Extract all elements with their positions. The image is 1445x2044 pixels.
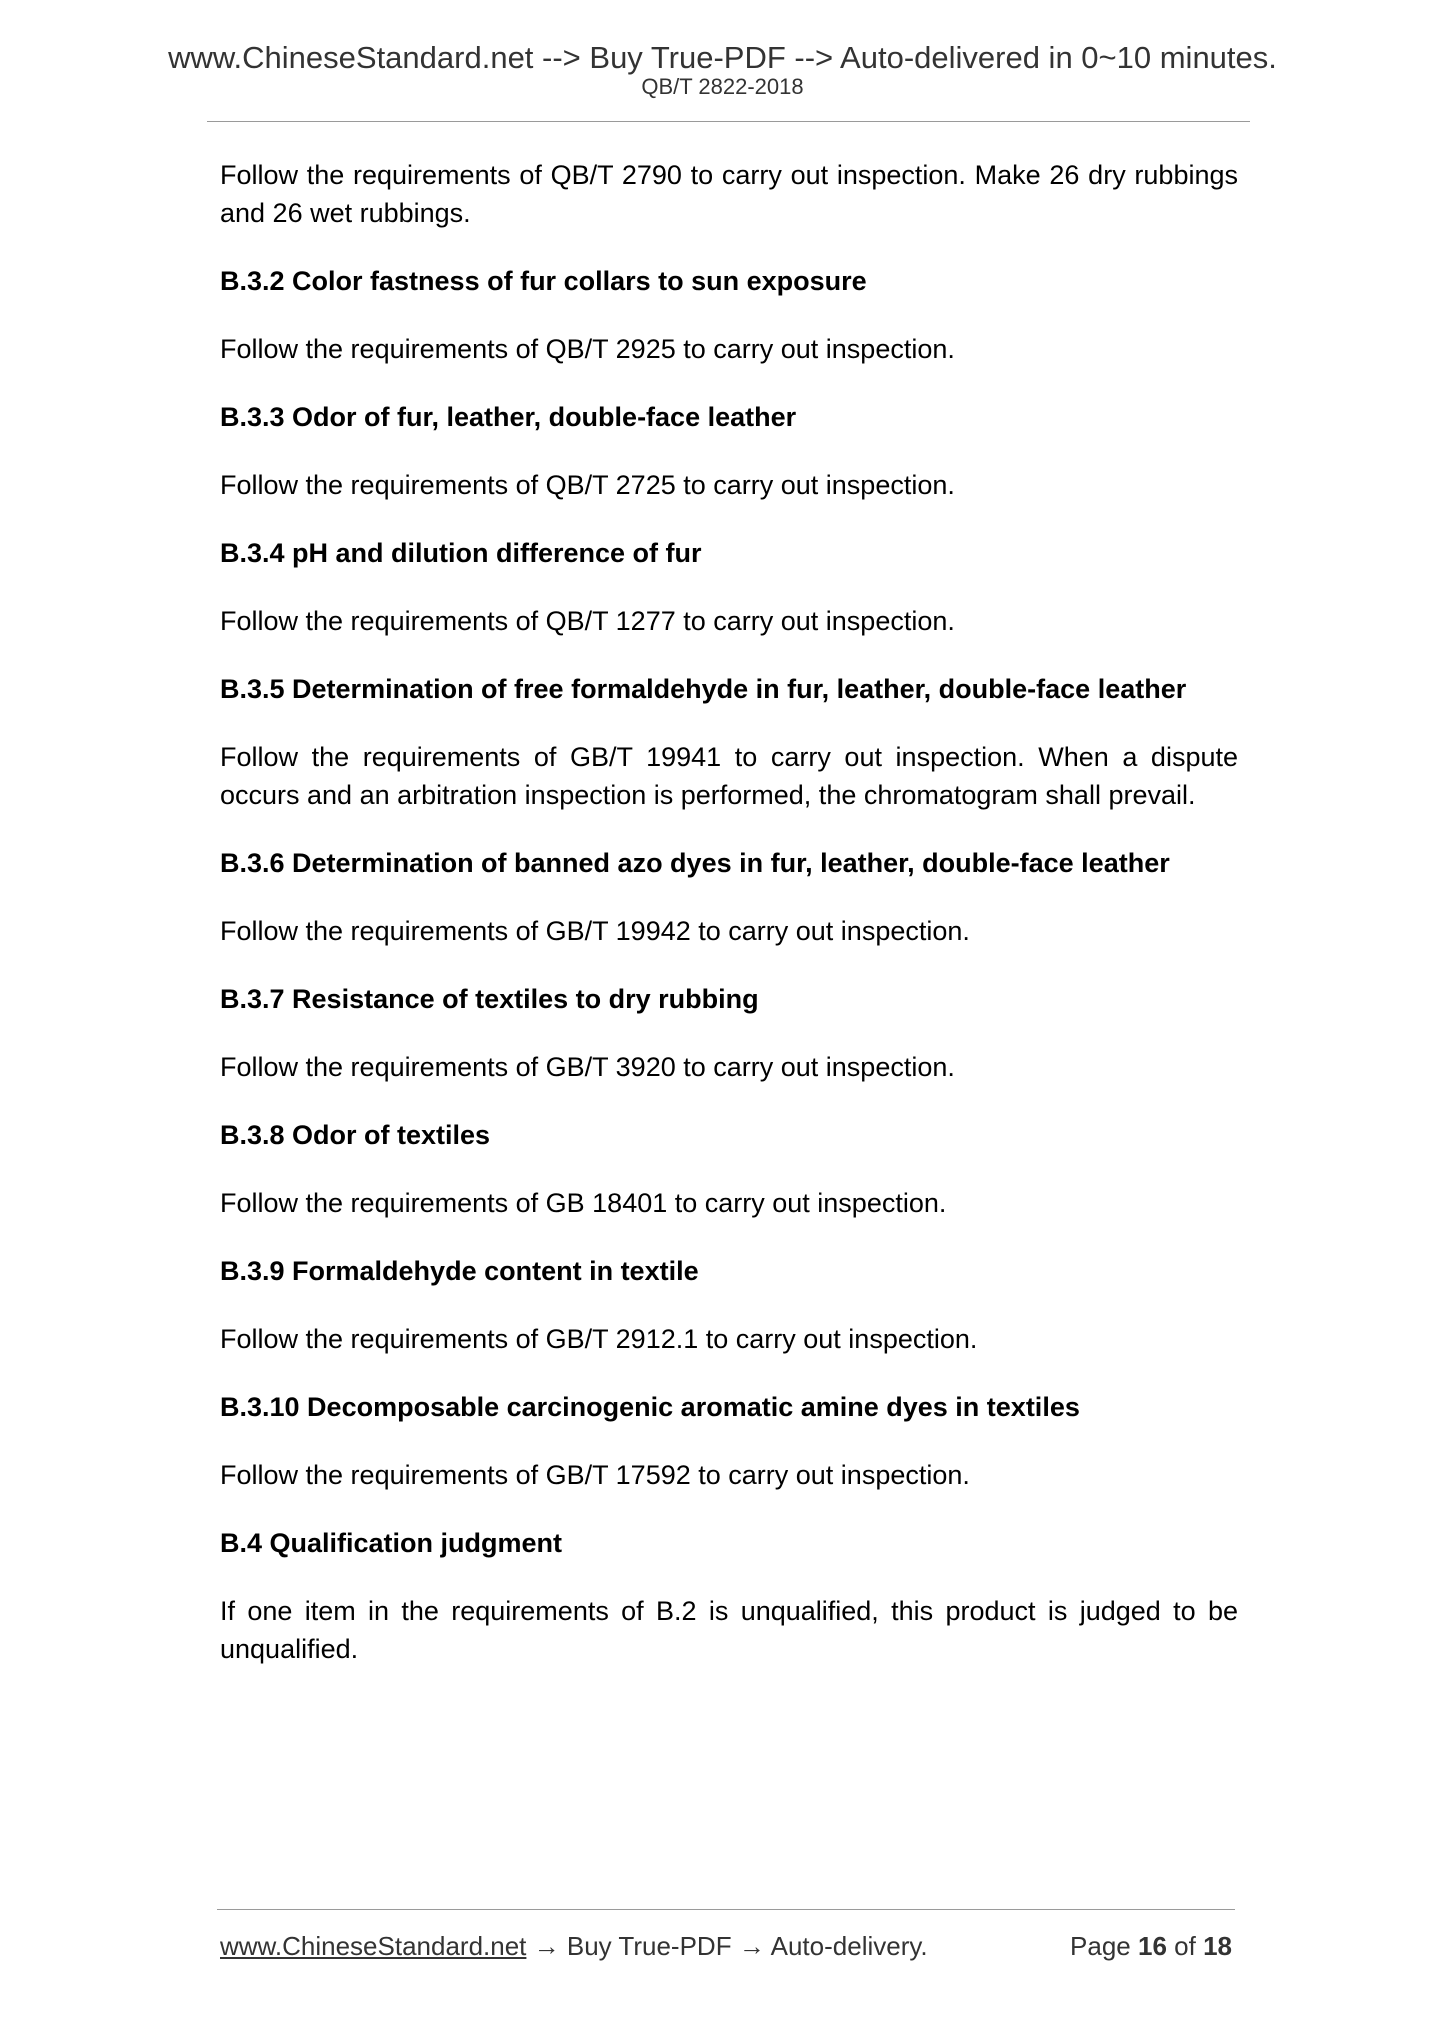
document-body — [220, 156, 1238, 1698]
heading-b33: B.3.3 Odor of fur, leather, double-face leather — [220, 402, 797, 432]
paragraph-b32: Follow the requirements of QB/T 2925 to carry out inspection. — [220, 334, 955, 364]
paragraph-b310: Follow the requirements of GB/T 17592 to carry out inspection. — [220, 1460, 970, 1490]
paragraph-b35: Follow the requirements of GB/T 19941 to carry out inspection. When a dispute occurs and an arbitration inspection is performed, the chromatogram shall prevail. — [220, 742, 1238, 810]
footer-promo — [220, 1928, 928, 1964]
heading-b4: B.4 Qualification judgment — [220, 1528, 563, 1558]
site-banner: www.ChineseStandard.net --> Buy True-PDF --> Auto-delivered in 0~10 minutes. — [168, 40, 1277, 75]
paragraph-b33: Follow the requirements of QB/T 2725 to carry out inspection. — [220, 470, 955, 500]
paragraph-b38: Follow the requirements of GB 18401 to carry out inspection. — [220, 1188, 947, 1218]
heading-b310: B.3.10 Decomposable carcinogenic aromatic amine dyes in textiles — [220, 1392, 1080, 1422]
standard-code: QB/T 2822-2018 — [641, 74, 804, 99]
arrow-icon: → — [738, 1931, 765, 1961]
page-label: Page — [1070, 1931, 1131, 1961]
heading-b32: B.3.2 Color fastness of fur collars to sun exposure — [220, 266, 867, 296]
current-page-number: 16 — [1138, 1931, 1167, 1961]
paragraph-b31-method: Follow the requirements of QB/T 2790 to carry out inspection. Make 26 dry rubbings and 26 wet rubbings. — [220, 160, 1238, 228]
paragraph-b39: Follow the requirements of GB/T 2912.1 to carry out inspection. — [220, 1324, 978, 1354]
of-label: of — [1174, 1931, 1196, 1961]
site-link[interactable]: www.ChineseStandard.net — [220, 1931, 527, 1961]
heading-b39: B.3.9 Formaldehyde content in textile — [220, 1256, 699, 1286]
auto-delivery-text: Auto-delivery. — [770, 1931, 928, 1961]
heading-b35: B.3.5 Determination of free formaldehyde in fur, leather, double-face leather — [220, 674, 1187, 704]
heading-b38: B.3.8 Odor of textiles — [220, 1120, 491, 1150]
paragraph-b36: Follow the requirements of GB/T 19942 to carry out inspection. — [220, 916, 970, 946]
heading-b37: B.3.7 Resistance of textiles to dry rubbing — [220, 984, 759, 1014]
footer-divider — [217, 1909, 1235, 1910]
arrow-icon: → — [533, 1931, 560, 1961]
page-indicator — [1070, 1928, 1232, 1964]
total-page-number: 18 — [1203, 1931, 1232, 1961]
header-divider — [207, 121, 1250, 122]
heading-b36: B.3.6 Determination of banned azo dyes in fur, leather, double-face leather — [220, 848, 1170, 878]
buy-pdf-text: Buy True-PDF — [566, 1931, 732, 1961]
paragraph-b37: Follow the requirements of GB/T 3920 to carry out inspection. — [220, 1052, 955, 1082]
heading-b34: B.3.4 pH and dilution difference of fur — [220, 538, 702, 568]
paragraph-b34: Follow the requirements of QB/T 1277 to carry out inspection. — [220, 606, 955, 636]
paragraph-b4: If one item in the requirements of B.2 is unqualified, this product is judged to be unqualified. — [220, 1596, 1238, 1664]
